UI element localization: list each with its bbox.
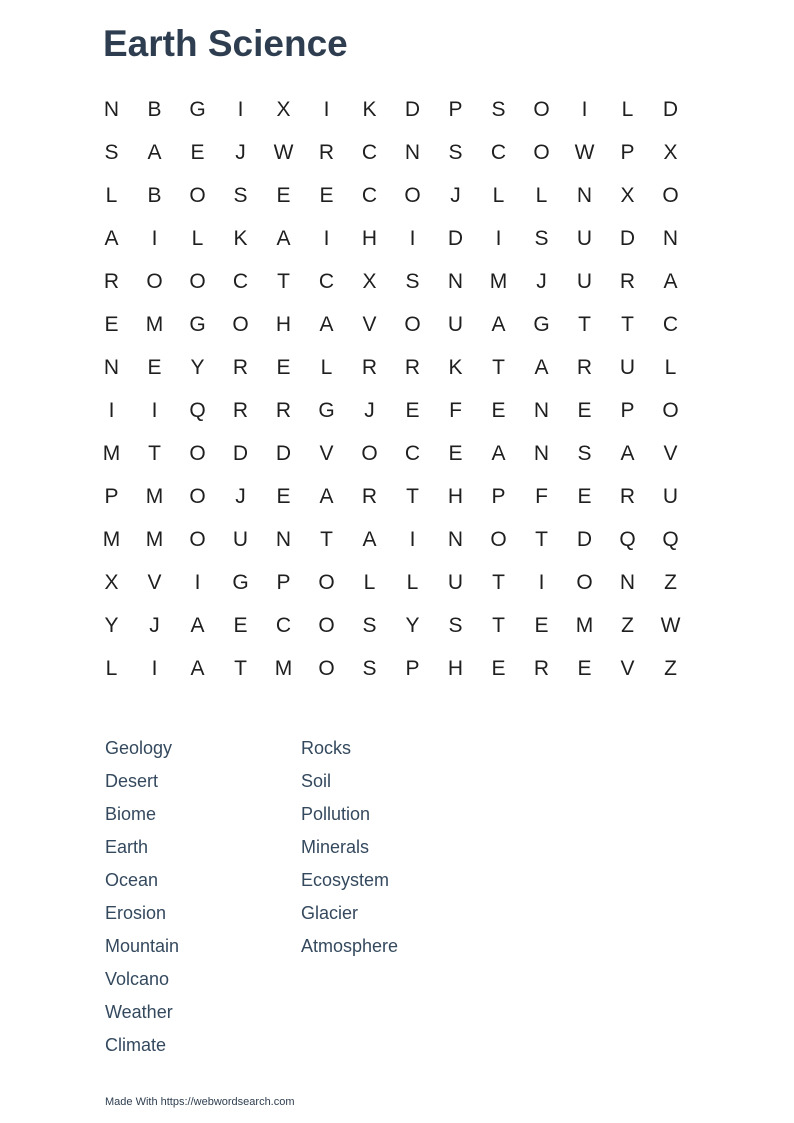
letter-grid [90,88,692,690]
grid-row [90,475,692,518]
grid-cell: F [535,485,548,508]
grid-cell: T [621,313,634,336]
grid-cell: A [534,356,549,379]
word-list-item: Mountain [105,936,180,956]
grid-cell: U [576,270,593,293]
grid-cell: P [276,571,291,594]
word-list-item: Soil [301,771,332,791]
grid-cell: Y [190,356,205,379]
grid-cell: T [492,356,505,379]
grid-cell: G [189,98,206,121]
grid-cell: S [233,184,248,207]
grid-cell: X [362,270,377,293]
grid-cell: C [232,270,249,293]
grid-cell: R [619,270,636,293]
grid-cell: U [232,528,249,551]
grid-row [90,561,692,604]
grid-cell: O [404,184,421,207]
grid-cell: I [108,399,115,422]
word-list-column-1 [105,732,295,1062]
grid-cell: P [104,485,119,508]
grid-cell: A [319,485,334,508]
grid-cell: M [102,528,121,551]
grid-cell: U [662,485,679,508]
grid-cell: W [660,614,681,637]
grid-cell: T [535,528,548,551]
grid-cell: N [662,227,679,250]
grid-cell: E [233,614,248,637]
word-list-item: Climate [105,1035,167,1055]
grid-cell: J [450,184,461,207]
grid-cell: P [491,485,506,508]
grid-cell: V [663,442,678,465]
page-title: Earth Science [103,23,348,64]
grid-cell: A [319,313,334,336]
word-list-item: Volcano [105,969,170,989]
grid-cell: V [319,442,334,465]
grid-cell: E [276,356,291,379]
grid-cell: T [148,442,161,465]
grid-cell: S [534,227,549,250]
grid-cell: R [361,485,378,508]
grid-cell: R [232,356,249,379]
grid-cell: O [189,270,206,293]
grid-row [90,174,692,217]
grid-cell: K [448,356,463,379]
word-list-item: Weather [105,1002,173,1022]
grid-cell: E [577,399,592,422]
grid-cell: U [447,313,464,336]
word-list-item: Ocean [105,870,159,890]
grid-cell: S [448,614,463,637]
grid-cell: H [361,227,378,250]
grid-cell: L [621,98,634,121]
grid-cell: V [620,657,635,680]
grid-cell: Q [189,399,206,422]
grid-cell: L [363,571,376,594]
grid-cell: T [320,528,333,551]
word-list-item: Glacier [301,903,359,923]
grid-cell: U [619,356,636,379]
grid-cell: R [576,356,593,379]
grid-cell: T [578,313,591,336]
grid-cell: G [533,313,550,336]
grid-cell: L [406,571,419,594]
grid-cell: R [533,657,550,680]
grid-cell: I [409,528,416,551]
word-list-item: Minerals [301,837,370,857]
grid-cell: N [447,528,464,551]
grid-cell: M [274,657,293,680]
grid-cell: H [447,657,464,680]
footer-credit: Made With https://webwordsearch.com [105,1096,295,1108]
grid-cell: G [232,571,249,594]
grid-cell: J [536,270,547,293]
grid-row [90,88,692,131]
grid-cell: O [318,571,335,594]
word-list-item: Desert [105,771,159,791]
grid-cell: B [147,184,162,207]
grid-cell: N [619,571,636,594]
grid-cell: O [490,528,507,551]
grid-cell: I [409,227,416,250]
grid-cell: T [492,571,505,594]
grid-row [90,217,692,260]
grid-row [90,647,692,690]
grid-cell: E [534,614,549,637]
grid-cell: U [447,571,464,594]
grid-cell: G [318,399,335,422]
grid-cell: E [491,399,506,422]
grid-cell: O [662,184,679,207]
grid-cell: E [276,184,291,207]
grid-cell: X [104,571,119,594]
grid-cell: M [102,442,121,465]
word-list-column-2 [301,732,491,963]
grid-cell: O [533,98,550,121]
grid-cell: Z [664,657,677,680]
grid-row [90,303,692,346]
grid-cell: N [404,141,421,164]
grid-cell: E [405,399,420,422]
grid-cell: X [663,141,678,164]
grid-cell: S [362,657,377,680]
grid-cell: A [276,227,291,250]
grid-cell: M [489,270,508,293]
grid-cell: T [406,485,419,508]
grid-cell: N [447,270,464,293]
grid-cell: I [323,227,330,250]
word-list-item: Earth [105,837,149,857]
grid-cell: T [277,270,290,293]
grid-cell: E [577,657,592,680]
grid-cell: C [662,313,679,336]
grid-cell: P [448,98,463,121]
grid-cell: F [449,399,462,422]
grid-cell: I [151,657,158,680]
grid-cell: I [323,98,330,121]
grid-cell: M [145,313,164,336]
grid-cell: N [275,528,292,551]
grid-cell: O [189,528,206,551]
grid-cell: L [492,184,505,207]
grid-cell: R [103,270,120,293]
grid-cell: T [234,657,247,680]
grid-cell: E [104,313,119,336]
grid-row [90,346,692,389]
grid-cell: V [147,571,162,594]
word-list-item: Rocks [301,738,352,758]
grid-cell: R [619,485,636,508]
grid-cell: R [318,141,335,164]
word-list-item: Biome [105,804,157,824]
grid-cell: Y [405,614,420,637]
grid-cell: J [235,141,246,164]
grid-cell: D [232,442,249,465]
grid-cell: Q [619,528,636,551]
grid-cell: C [318,270,335,293]
grid-cell: N [103,98,120,121]
grid-cell: D [619,227,636,250]
grid-cell: X [620,184,635,207]
grid-cell: L [105,184,118,207]
grid-cell: P [620,399,635,422]
grid-cell: M [575,614,594,637]
grid-cell: A [104,227,119,250]
word-list-item: Atmosphere [301,936,399,956]
grid-cell: M [145,528,164,551]
grid-cell: N [533,442,550,465]
grid-cell: Z [664,571,677,594]
grid-cell: J [235,485,246,508]
grid-cell: D [404,98,421,121]
word-list-item: Ecosystem [301,870,390,890]
word-list-item: Geology [105,738,173,758]
grid-cell: G [189,313,206,336]
grid-cell: L [664,356,677,379]
grid-cell: P [405,657,420,680]
grid-cell: O [232,313,249,336]
grid-cell: E [319,184,334,207]
grid-cell: R [404,356,421,379]
grid-cell: O [662,399,679,422]
word-list-item: Pollution [301,804,371,824]
grid-cell: O [318,614,335,637]
grid-row [90,131,692,174]
grid-cell: A [362,528,377,551]
grid-cell: N [576,184,593,207]
grid-cell: O [189,442,206,465]
grid-cell: O [318,657,335,680]
grid-cell: S [577,442,592,465]
grid-cell: A [620,442,635,465]
grid-row [90,604,692,647]
grid-cell: A [190,657,205,680]
grid-cell: E [190,141,205,164]
grid-cell: X [276,98,291,121]
grid-cell: H [447,485,464,508]
grid-cell: O [146,270,163,293]
grid-cell: D [275,442,292,465]
grid-cell: Z [621,614,634,637]
grid-cell: I [194,571,201,594]
grid-cell: O [361,442,378,465]
grid-cell: R [361,356,378,379]
grid-cell: D [447,227,464,250]
grid-cell: D [576,528,593,551]
grid-cell: C [361,141,378,164]
grid-row [90,260,692,303]
grid-cell: Y [104,614,119,637]
grid-cell: A [147,141,162,164]
grid-cell: V [362,313,377,336]
grid-cell: E [147,356,162,379]
word-list-item: Erosion [105,903,167,923]
grid-cell: U [576,227,593,250]
grid-cell: E [276,485,291,508]
grid-cell: J [149,614,160,637]
grid-cell: M [145,485,164,508]
grid-cell: K [362,98,377,121]
grid-cell: A [663,270,678,293]
grid-cell: S [362,614,377,637]
grid-cell: O [189,184,206,207]
grid-cell: H [275,313,292,336]
grid-cell: W [574,141,595,164]
grid-cell: A [190,614,205,637]
grid-cell: R [275,399,292,422]
grid-cell: C [361,184,378,207]
grid-cell: A [491,313,506,336]
grid-cell: O [404,313,421,336]
grid-cell: I [495,227,502,250]
grid-cell: E [448,442,463,465]
grid-cell: O [533,141,550,164]
grid-cell: I [581,98,588,121]
grid-cell: P [620,141,635,164]
grid-cell: S [104,141,119,164]
grid-cell: J [364,399,375,422]
grid-cell: S [405,270,420,293]
grid-cell: K [233,227,248,250]
grid-cell: Q [662,528,679,551]
grid-cell: N [533,399,550,422]
grid-cell: D [662,98,679,121]
grid-cell: I [151,227,158,250]
grid-cell: C [404,442,421,465]
grid-cell: S [448,141,463,164]
grid-cell: T [492,614,505,637]
grid-cell: I [151,399,158,422]
grid-cell: W [273,141,294,164]
grid-cell: L [535,184,548,207]
grid-cell: N [103,356,120,379]
grid-cell: S [491,98,506,121]
grid-cell: E [491,657,506,680]
grid-cell: L [191,227,204,250]
grid-cell: O [576,571,593,594]
grid-row [90,432,692,475]
grid-cell: I [237,98,244,121]
grid-cell: I [538,571,545,594]
grid-cell: A [491,442,506,465]
grid-cell: O [189,485,206,508]
grid-cell: B [147,98,162,121]
grid-cell: C [490,141,507,164]
grid-cell: L [105,657,118,680]
grid-cell: L [320,356,333,379]
grid-cell: R [232,399,249,422]
grid-cell: E [577,485,592,508]
grid-cell: C [275,614,292,637]
grid-row [90,518,692,561]
grid-row [90,389,692,432]
